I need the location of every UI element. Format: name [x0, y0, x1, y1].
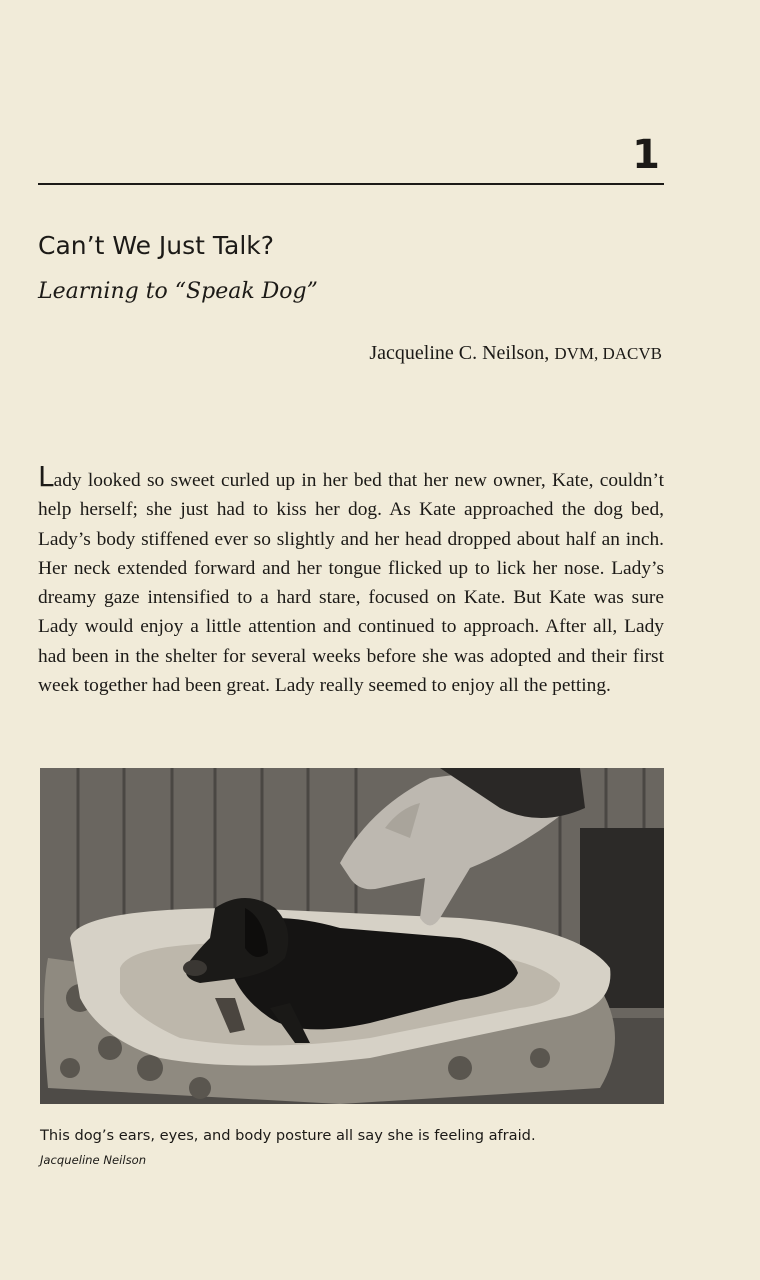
chapter-divider [38, 183, 664, 185]
body-paragraph [38, 460, 664, 700]
chapter-title: Can’t We Just Talk? [38, 231, 275, 260]
photo-credit: Jacqueline Neilson [40, 1153, 147, 1167]
dog-photo-illustration [40, 768, 664, 1104]
figure-caption: This dog’s ears, eyes, and body posture all say she is feeling afraid. [40, 1127, 536, 1144]
author-byline [369, 338, 662, 369]
drop-cap: L [38, 460, 54, 493]
chapter-subtitle: Learning to “Speak Dog” [38, 279, 318, 304]
paragraph-text: ady looked so sweet curled up in her bed that her new owner, Kate, couldn’t help herself; she just had to kiss her dog. As Kate approached the dog bed, Lady’s body stiffened ever so slightly and her head dropped about half an inch. Her neck extended forward and her tongue flicked up to lick her nose. Lady’s dreamy gaze intensified to a hard stare, focused on Kate. But Kate was sure Lady would enjoy a little attention and continued to approach. After all, Lady had been in the shelter for several weeks before she was adopted and their first week together had been great. Lady really seemed to enjoy all the petting. [38, 470, 664, 697]
dog-photo [40, 768, 664, 1104]
chapter-number: 1 [632, 132, 660, 178]
author-credentials: DVM, DACVB [554, 344, 662, 363]
author-name: Jacqueline C. Neilson, [369, 342, 555, 364]
